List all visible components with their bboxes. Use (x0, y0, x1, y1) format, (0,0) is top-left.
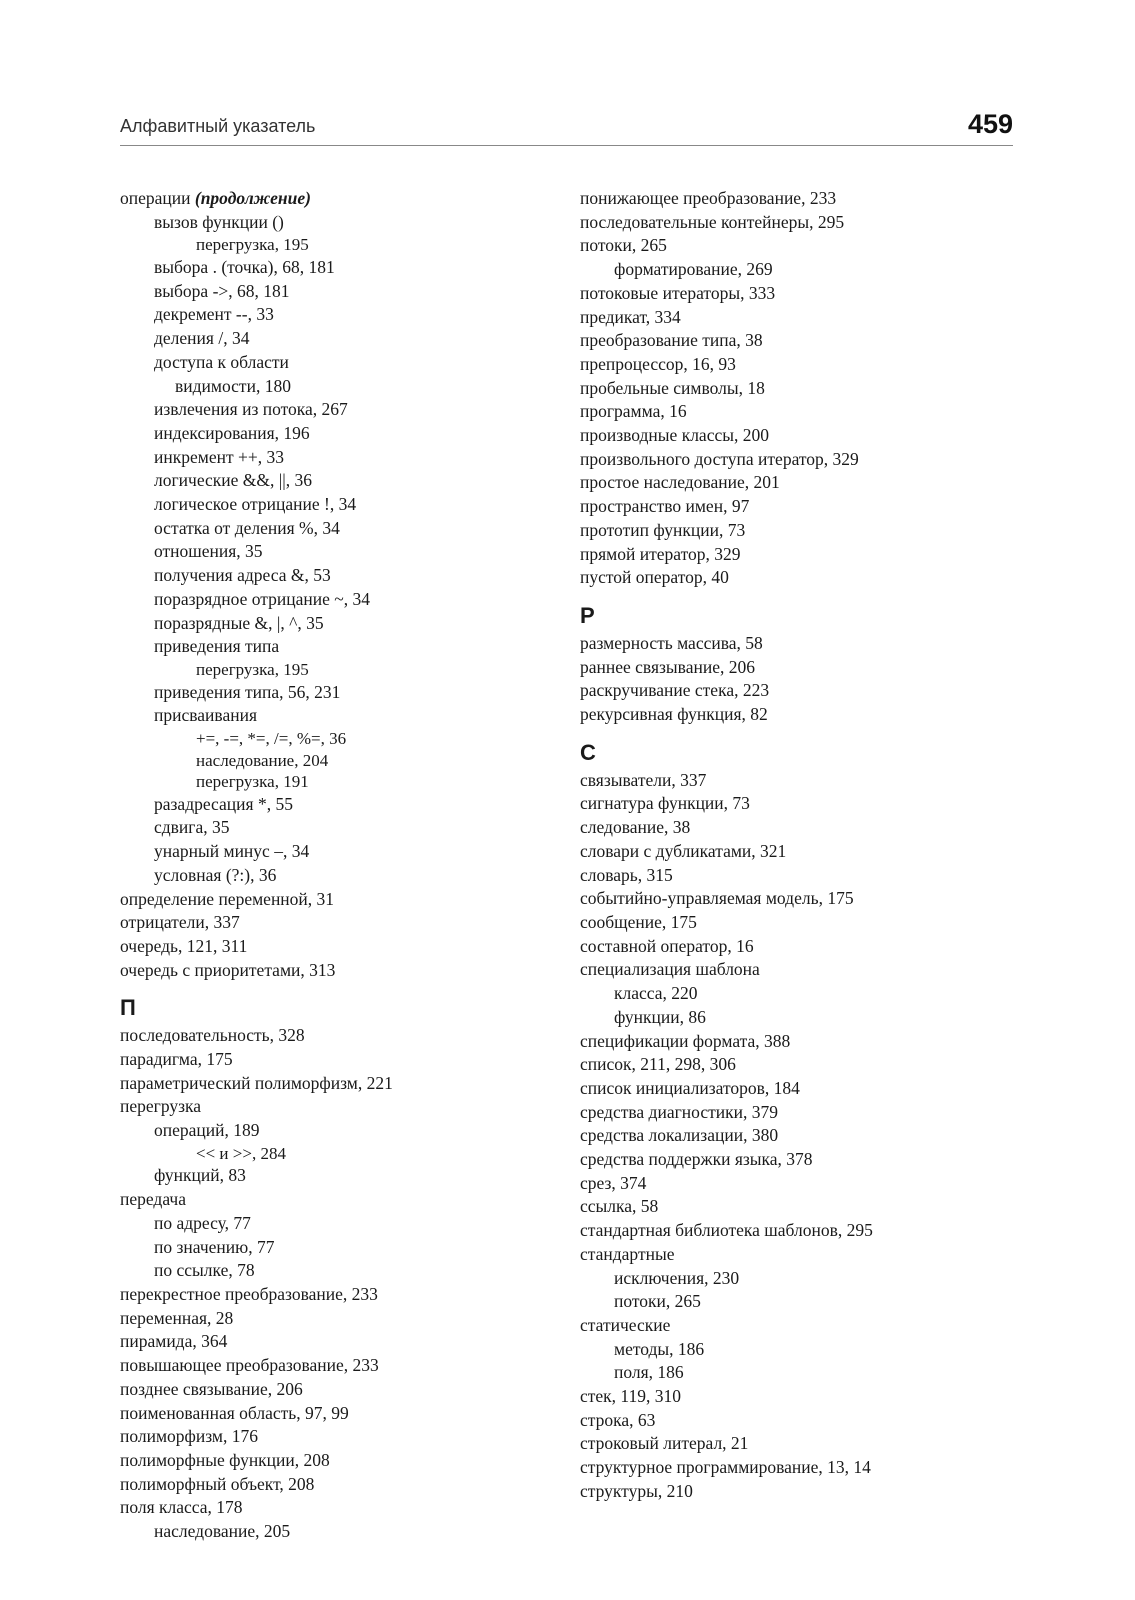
index-entry (580, 1219, 1020, 1243)
index-entry (580, 1409, 1020, 1433)
index-entry-text: стандартные (580, 1243, 675, 1264)
index-subentry (580, 1361, 1020, 1385)
index-subentry (120, 375, 550, 399)
index-entry-text: потоковые итераторы, 333 (580, 282, 776, 303)
index-entry-text: логические &&, ||, 36 (154, 470, 313, 491)
index-entry-text: перегрузка, 195 (196, 235, 309, 255)
index-entry (580, 211, 1020, 235)
index-entry (580, 1053, 1020, 1077)
index-entry-text: методы, 186 (614, 1338, 705, 1359)
index-subentry (120, 864, 550, 888)
index-entry-text: переменная, 28 (120, 1307, 234, 1328)
index-subentry (120, 612, 550, 636)
index-entry (120, 1095, 550, 1119)
index-entry-text: перегрузка, 191 (196, 772, 309, 792)
index-subentry (120, 816, 550, 840)
index-entry-text: стандартная библиотека шаблонов, 295 (580, 1220, 873, 1241)
page-number: 459 (967, 109, 1013, 139)
index-entry (580, 282, 1020, 306)
index-entry (580, 1030, 1020, 1054)
index-entry (580, 887, 1020, 911)
index-entry (580, 656, 1020, 680)
index-entry (580, 935, 1020, 959)
index-entry-text: перегрузка, 195 (196, 659, 309, 679)
index-entry-text: последовательность, 328 (120, 1025, 305, 1046)
index-entry (120, 888, 550, 912)
index-entry-text: потоки, 265 (580, 235, 667, 256)
index-entry-text: полиморфные функции, 208 (120, 1449, 330, 1470)
index-entry-text: получения адреса &, 53 (154, 565, 331, 586)
index-entry-text: приведения типа (154, 636, 280, 657)
index-entry (580, 1480, 1020, 1504)
index-entry-text: средства диагностики, 379 (580, 1101, 778, 1122)
index-entry-text: позднее связывание, 206 (120, 1378, 303, 1399)
index-entry-text: понижающее преобразование, 233 (580, 188, 837, 208)
index-entry-text: отношения, 35 (154, 541, 263, 562)
index-entry (580, 377, 1020, 401)
index-entry-text: функции, 86 (614, 1006, 706, 1027)
index-entry-text: потоки, 265 (614, 1291, 701, 1312)
index-subentry (120, 211, 550, 235)
index-entry-text: пространство имен, 97 (580, 496, 750, 517)
index-entry (120, 1048, 550, 1072)
index-entry-text: событийно-управляемая модель, 175 (580, 888, 854, 909)
index-entry-text: сдвига, 35 (154, 817, 230, 838)
index-entry-text: сообщение, 175 (580, 911, 697, 932)
index-entry-text: поразрядные &, |, ^, 35 (154, 612, 324, 633)
index-entry (580, 1432, 1020, 1456)
index-entry (580, 816, 1020, 840)
index-entry-text: поля, 186 (614, 1362, 684, 1383)
index-entry (580, 566, 1020, 590)
index-entry-text: парадигма, 175 (120, 1049, 233, 1070)
index-entry-text: произвольного доступа итератор, 329 (580, 448, 859, 469)
index-entry (580, 448, 1020, 472)
index-entry (580, 519, 1020, 543)
index-subentry (120, 234, 550, 256)
index-column-left (120, 187, 550, 1544)
index-entry-text: класса, 220 (614, 983, 698, 1004)
index-entry-text: декремент --, 33 (154, 304, 274, 325)
index-entry (120, 1425, 550, 1449)
index-entry-text: ссылка, 58 (580, 1196, 659, 1217)
index-entry-text: сигнатура функции, 73 (580, 793, 750, 814)
index-entry-text: рекурсивная функция, 82 (580, 704, 768, 725)
index-entry (580, 792, 1020, 816)
section-letter-heading: С (580, 739, 596, 765)
index-entry (580, 1195, 1020, 1219)
index-subentry (580, 1267, 1020, 1291)
index-entry (120, 1283, 550, 1307)
continuation-note: (продолжение) (194, 188, 311, 208)
index-entry-text: поля класса, 178 (120, 1497, 243, 1518)
index-entry-text: выбора . (точка), 68, 181 (154, 257, 335, 277)
index-entry-text: срез, 374 (580, 1172, 647, 1193)
index-subentry (120, 588, 550, 612)
index-entry-text: отрицатели, 337 (120, 912, 240, 933)
index-subentry (120, 793, 550, 817)
index-subentry (120, 1520, 550, 1544)
index-subentry (120, 635, 550, 659)
index-subentry (580, 1338, 1020, 1362)
index-entry (580, 187, 1020, 211)
index-entry-text: преобразование типа, 38 (580, 330, 763, 351)
index-entry-text: пустой оператор, 40 (580, 567, 729, 588)
index-entry-text: пирамида, 364 (120, 1331, 228, 1352)
index-entry (580, 1148, 1020, 1172)
index-entry (580, 495, 1020, 519)
index-entry-text: стек, 119, 310 (580, 1386, 682, 1407)
index-entry (120, 911, 550, 935)
index-entry-text: поразрядное отрицание ~, 34 (154, 588, 370, 609)
index-entry (580, 840, 1020, 864)
index-entry-text: форматирование, 269 (614, 259, 773, 280)
index-entry-text: составной оператор, 16 (580, 935, 754, 956)
index-entry-text: структуры, 210 (580, 1480, 693, 1501)
index-subentry (120, 327, 550, 351)
index-entry (580, 400, 1020, 424)
index-entry (580, 424, 1020, 448)
index-entry-text: выбора ->, 68, 181 (154, 280, 290, 301)
index-entry (580, 864, 1020, 888)
index-entry-text: передача (120, 1189, 186, 1210)
index-entry-text: спецификации формата, 388 (580, 1030, 791, 1051)
index-entry (580, 632, 1020, 656)
index-entry-text: +=, -=, *=, /=, %=, 36 (196, 728, 347, 748)
index-entry-text: связыватели, 337 (580, 769, 707, 790)
index-entry-text: по значению, 77 (154, 1236, 275, 1257)
index-entry-text: очередь с приоритетами, 313 (120, 959, 336, 980)
index-subentry (120, 1259, 550, 1283)
index-subentry (120, 540, 550, 564)
index-entry-text: операций, 189 (154, 1120, 260, 1141)
index-entry (580, 958, 1020, 982)
index-entry (580, 1101, 1020, 1125)
index-entry-text: приведения типа, 56, 231 (154, 681, 341, 702)
index-entry-text: извлечения из потока, 267 (154, 399, 348, 420)
index-subentry (120, 398, 550, 422)
index-entry (120, 1188, 550, 1212)
index-entry (580, 911, 1020, 935)
index-entry-text: инкремент ++, 33 (154, 446, 284, 467)
index-entry (580, 1385, 1020, 1409)
index-entry (580, 1077, 1020, 1101)
index-entry-text: прямой итератор, 329 (580, 543, 741, 564)
index-entry-text: специализация шаблона (580, 959, 760, 980)
index-entry-text: программа, 16 (580, 401, 687, 422)
index-subentry (120, 1236, 550, 1260)
index-subentry (120, 750, 550, 772)
index-entry-text: функций, 83 (154, 1165, 246, 1186)
index-entry (120, 1473, 550, 1497)
section-letter-heading: П (120, 995, 136, 1021)
index-entry-text: условная (?:), 36 (154, 864, 277, 885)
index-entry-text: следование, 38 (580, 817, 691, 838)
index-entry-text: перегрузка (120, 1096, 202, 1117)
index-entry (580, 1456, 1020, 1480)
index-entry-text: строковый литерал, 21 (580, 1433, 749, 1454)
index-subentry (120, 659, 550, 681)
index-entry-text: по адресу, 77 (154, 1212, 251, 1233)
index-entry-text: пробельные символы, 18 (580, 377, 765, 398)
index-entry-text: индексирования, 196 (154, 422, 310, 443)
index-entry-text: простое наследование, 201 (580, 472, 780, 493)
index-entry-text: раскручивание стека, 223 (580, 680, 770, 701)
index-subentry (120, 840, 550, 864)
index-entry (580, 234, 1020, 258)
index-entry-text: раннее связывание, 206 (580, 656, 755, 677)
index-entry-text: унарный минус –, 34 (154, 841, 310, 862)
index-entry-text: средства локализации, 380 (580, 1125, 779, 1146)
index-entry (580, 679, 1020, 703)
index-entry (120, 1024, 550, 1048)
index-entry-text: остатка от деления %, 34 (154, 517, 340, 538)
index-entry (580, 353, 1020, 377)
index-entry (120, 959, 550, 983)
index-entry (120, 187, 550, 211)
index-entry-text: последовательные контейнеры, 295 (580, 211, 845, 232)
index-entry-text: деления /, 34 (154, 328, 250, 349)
index-entry-text: определение переменной, 31 (120, 888, 335, 909)
index-entry-text: операции (120, 188, 191, 208)
index-entry (580, 1314, 1020, 1338)
index-entry-text: словари с дубликатами, 321 (580, 840, 787, 861)
index-entry-text: разадресация *, 55 (154, 793, 293, 814)
index-entry-text: логическое отрицание !, 34 (154, 494, 357, 515)
index-entry (580, 703, 1020, 727)
index-entry (120, 1354, 550, 1378)
index-entry-text: полиморфный объект, 208 (120, 1473, 315, 1494)
index-entry-text: повышающее преобразование, 233 (120, 1355, 379, 1376)
index-entry-text: перекрестное преобразование, 233 (120, 1283, 378, 1304)
index-subentry (120, 564, 550, 588)
index-entry-text: список, 211, 298, 306 (580, 1054, 736, 1075)
index-subentry (120, 493, 550, 517)
index-subentry (120, 1143, 550, 1165)
index-entry (120, 1378, 550, 1402)
index-entry (580, 306, 1020, 330)
index-entry (580, 543, 1020, 567)
index-subentry (120, 681, 550, 705)
index-subentry (120, 1119, 550, 1143)
index-subentry (120, 446, 550, 470)
index-subentry (120, 256, 550, 280)
section-letter-heading: Р (580, 602, 595, 628)
index-subentry (120, 728, 550, 750)
index-subentry (580, 982, 1020, 1006)
index-entry-text: производные классы, 200 (580, 425, 769, 446)
index-entry (580, 1243, 1020, 1267)
index-entry-text: исключения, 230 (614, 1267, 740, 1288)
index-entry (120, 1496, 550, 1520)
index-entry-text: присваивания (154, 705, 257, 726)
index-entry-text: размерность массива, 58 (580, 632, 763, 653)
index-column-right (580, 187, 1020, 1504)
index-subentry (120, 303, 550, 327)
index-entry (580, 329, 1020, 353)
index-entry-text: наследование, 204 (196, 750, 329, 770)
index-subentry (120, 469, 550, 493)
index-subentry (120, 280, 550, 304)
index-entry-text: доступа к области (154, 351, 289, 372)
index-entry (120, 1307, 550, 1331)
index-entry-text: полиморфизм, 176 (120, 1426, 259, 1447)
index-entry-text: параметрический полиморфизм, 221 (120, 1072, 393, 1093)
index-entry-text: очередь, 121, 311 (120, 935, 248, 956)
index-entry-text: поименованная область, 97, 99 (120, 1402, 349, 1423)
index-entry (580, 471, 1020, 495)
index-subentry (580, 1006, 1020, 1030)
index-subentry (120, 771, 550, 793)
index-subentry (120, 1212, 550, 1236)
index-subentry (120, 1164, 550, 1188)
index-entry (580, 1172, 1020, 1196)
index-subentry (120, 351, 550, 375)
index-entry-text: словарь, 315 (580, 864, 673, 885)
index-entry (120, 1330, 550, 1354)
index-subentry (120, 704, 550, 728)
index-entry-text: препроцессор, 16, 93 (580, 353, 736, 374)
header-divider (120, 145, 1013, 146)
index-entry-text: средства поддержки языка, 378 (580, 1149, 813, 1170)
index-entry-text: видимости, 180 (175, 375, 291, 396)
index-entry (580, 1124, 1020, 1148)
index-subentry (580, 1290, 1020, 1314)
index-entry (580, 769, 1020, 793)
index-entry-text: по ссылке, 78 (154, 1260, 255, 1281)
index-subentry (120, 517, 550, 541)
index-entry-text: статические (580, 1314, 671, 1335)
index-entry (120, 1072, 550, 1096)
index-entry (120, 1402, 550, 1426)
index-entry-text: предикат, 334 (580, 306, 681, 327)
index-entry (120, 1449, 550, 1473)
index-subentry (120, 422, 550, 446)
index-entry-text: наследование, 205 (154, 1521, 291, 1542)
index-entry-text: список инициализаторов, 184 (580, 1077, 800, 1098)
index-entry-text: структурное программирование, 13, 14 (580, 1457, 871, 1478)
running-header-title: Алфавитный указатель (120, 116, 316, 136)
index-entry-text: прототип функции, 73 (580, 519, 746, 540)
index-entry-text: << и >>, 284 (196, 1143, 286, 1163)
index-entry-text: строка, 63 (580, 1409, 656, 1430)
index-subentry (580, 258, 1020, 282)
index-entry-text: вызов функции () (154, 211, 284, 232)
index-entry (120, 935, 550, 959)
